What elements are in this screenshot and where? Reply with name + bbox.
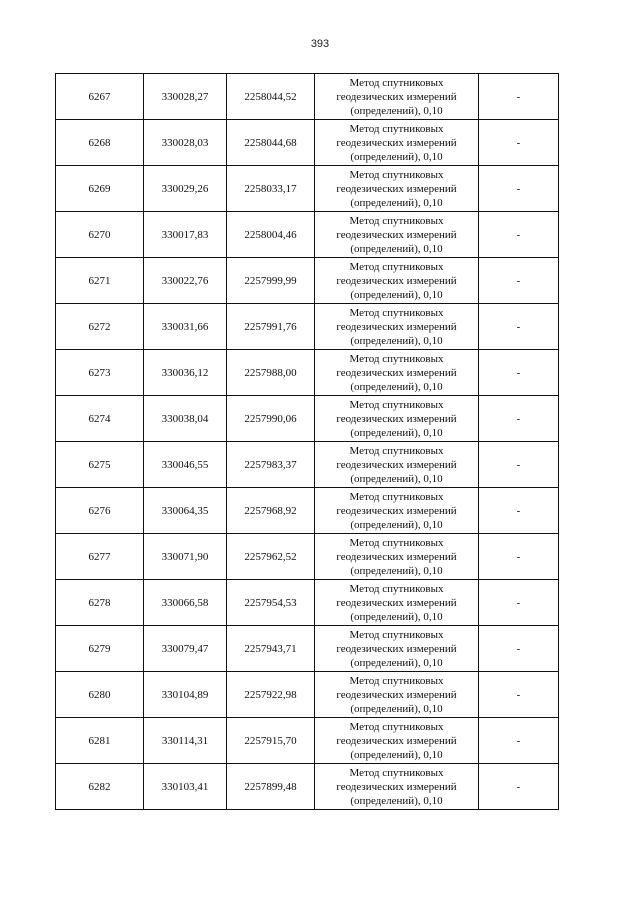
x-coordinate-cell: 330022,76 — [144, 258, 227, 304]
method-line: (определений), 0,10 — [350, 748, 443, 761]
method-line: геодезических измерений — [336, 228, 457, 241]
description-cell: - — [479, 580, 559, 626]
y-coordinate-cell: 2257991,76 — [227, 304, 315, 350]
method-cell — [315, 534, 479, 580]
method-cell — [315, 580, 479, 626]
point-number-cell: 6276 — [56, 488, 144, 534]
y-coordinate-cell: 2258044,68 — [227, 120, 315, 166]
method-line: геодезических измерений — [336, 642, 457, 655]
table-row — [56, 166, 559, 212]
y-coordinate-cell: 2257943,71 — [227, 626, 315, 672]
method-line: Метод спутниковых — [349, 306, 444, 319]
x-coordinate-cell: 330036,12 — [144, 350, 227, 396]
method-line: Метод спутниковых — [349, 766, 444, 779]
method-cell — [315, 396, 479, 442]
description-cell: - — [479, 74, 559, 120]
method-line: геодезических измерений — [336, 136, 457, 149]
method-line: геодезических измерений — [336, 458, 457, 471]
x-coordinate-cell: 330079,47 — [144, 626, 227, 672]
method-line: (определений), 0,10 — [350, 104, 443, 117]
method-line: Метод спутниковых — [349, 720, 444, 733]
point-number-cell: 6279 — [56, 626, 144, 672]
point-number-cell: 6273 — [56, 350, 144, 396]
x-coordinate-cell: 330031,66 — [144, 304, 227, 350]
method-line: (определений), 0,10 — [350, 380, 443, 393]
x-coordinate-cell: 330028,27 — [144, 74, 227, 120]
point-number-cell: 6278 — [56, 580, 144, 626]
method-line: геодезических измерений — [336, 90, 457, 103]
y-coordinate-cell: 2257988,00 — [227, 350, 315, 396]
x-coordinate-cell: 330038,04 — [144, 396, 227, 442]
method-line: Метод спутниковых — [349, 260, 444, 273]
coordinates-table — [55, 73, 559, 810]
table-row — [56, 258, 559, 304]
method-line: Метод спутниковых — [349, 398, 444, 411]
table-row — [56, 120, 559, 166]
method-line: Метод спутниковых — [349, 490, 444, 503]
method-line: Метод спутниковых — [349, 674, 444, 687]
description-cell: - — [479, 212, 559, 258]
method-cell — [315, 74, 479, 120]
method-line: Метод спутниковых — [349, 214, 444, 227]
y-coordinate-cell: 2257915,70 — [227, 718, 315, 764]
method-line: геодезических измерений — [336, 320, 457, 333]
x-coordinate-cell: 330104,89 — [144, 672, 227, 718]
description-cell: - — [479, 626, 559, 672]
x-coordinate-cell: 330017,83 — [144, 212, 227, 258]
table-row — [56, 626, 559, 672]
method-cell — [315, 304, 479, 350]
description-cell: - — [479, 764, 559, 810]
description-cell: - — [479, 120, 559, 166]
method-line: (определений), 0,10 — [350, 564, 443, 577]
point-number-cell: 6270 — [56, 212, 144, 258]
method-line: (определений), 0,10 — [350, 242, 443, 255]
y-coordinate-cell: 2257962,52 — [227, 534, 315, 580]
y-coordinate-cell: 2257954,53 — [227, 580, 315, 626]
description-cell: - — [479, 166, 559, 212]
x-coordinate-cell: 330028,03 — [144, 120, 227, 166]
table-row — [56, 580, 559, 626]
page-number: 393 — [310, 38, 330, 50]
point-number-cell: 6269 — [56, 166, 144, 212]
table-row — [56, 764, 559, 810]
y-coordinate-cell: 2257922,98 — [227, 672, 315, 718]
method-line: геодезических измерений — [336, 688, 457, 701]
point-number-cell: 6282 — [56, 764, 144, 810]
point-number-cell: 6268 — [56, 120, 144, 166]
y-coordinate-cell: 2257899,48 — [227, 764, 315, 810]
method-cell — [315, 442, 479, 488]
method-line: Метод спутниковых — [349, 76, 444, 89]
table-row — [56, 396, 559, 442]
y-coordinate-cell: 2258044,52 — [227, 74, 315, 120]
method-line: геодезических измерений — [336, 550, 457, 563]
method-line: геодезических измерений — [336, 504, 457, 517]
method-line: (определений), 0,10 — [350, 288, 443, 301]
method-cell — [315, 212, 479, 258]
point-number-cell: 6271 — [56, 258, 144, 304]
method-line: геодезических измерений — [336, 412, 457, 425]
description-cell: - — [479, 304, 559, 350]
method-line: Метод спутниковых — [349, 582, 444, 595]
method-line: Метод спутниковых — [349, 168, 444, 181]
table-row — [56, 672, 559, 718]
point-number-cell: 6280 — [56, 672, 144, 718]
method-cell — [315, 120, 479, 166]
method-line: (определений), 0,10 — [350, 196, 443, 209]
method-cell — [315, 166, 479, 212]
method-line: геодезических измерений — [336, 366, 457, 379]
y-coordinate-cell: 2257983,37 — [227, 442, 315, 488]
method-line: геодезических измерений — [336, 780, 457, 793]
method-line: (определений), 0,10 — [350, 702, 443, 715]
description-cell: - — [479, 672, 559, 718]
table-row — [56, 212, 559, 258]
method-line: (определений), 0,10 — [350, 472, 443, 485]
point-number-cell: 6275 — [56, 442, 144, 488]
method-line: Метод спутниковых — [349, 122, 444, 135]
x-coordinate-cell: 330066,58 — [144, 580, 227, 626]
x-coordinate-cell: 330103,41 — [144, 764, 227, 810]
method-line: геодезических измерений — [336, 734, 457, 747]
y-coordinate-cell: 2258004,46 — [227, 212, 315, 258]
method-line: (определений), 0,10 — [350, 794, 443, 807]
table-row — [56, 488, 559, 534]
y-coordinate-cell: 2257990,06 — [227, 396, 315, 442]
y-coordinate-cell: 2258033,17 — [227, 166, 315, 212]
method-line: (определений), 0,10 — [350, 518, 443, 531]
method-line: (определений), 0,10 — [350, 150, 443, 163]
description-cell: - — [479, 534, 559, 580]
table-row — [56, 74, 559, 120]
method-cell — [315, 718, 479, 764]
table-body — [56, 74, 559, 810]
method-line: (определений), 0,10 — [350, 426, 443, 439]
method-cell — [315, 672, 479, 718]
method-line: геодезических измерений — [336, 274, 457, 287]
x-coordinate-cell: 330029,26 — [144, 166, 227, 212]
point-number-cell: 6272 — [56, 304, 144, 350]
method-line: геодезических измерений — [336, 182, 457, 195]
point-number-cell: 6277 — [56, 534, 144, 580]
x-coordinate-cell: 330071,90 — [144, 534, 227, 580]
method-line: Метод спутниковых — [349, 628, 444, 641]
method-cell — [315, 764, 479, 810]
x-coordinate-cell: 330114,31 — [144, 718, 227, 764]
description-cell: - — [479, 488, 559, 534]
table-row — [56, 718, 559, 764]
table-row — [56, 442, 559, 488]
method-cell — [315, 488, 479, 534]
method-cell — [315, 350, 479, 396]
method-cell — [315, 258, 479, 304]
x-coordinate-cell: 330064,35 — [144, 488, 227, 534]
method-line: Метод спутниковых — [349, 536, 444, 549]
point-number-cell: 6267 — [56, 74, 144, 120]
description-cell: - — [479, 396, 559, 442]
table-row — [56, 304, 559, 350]
method-line: Метод спутниковых — [349, 444, 444, 457]
y-coordinate-cell: 2257968,92 — [227, 488, 315, 534]
method-line: Метод спутниковых — [349, 352, 444, 365]
table-row — [56, 350, 559, 396]
method-line: (определений), 0,10 — [350, 610, 443, 623]
method-line: геодезических измерений — [336, 596, 457, 609]
description-cell: - — [479, 442, 559, 488]
method-line: (определений), 0,10 — [350, 334, 443, 347]
method-cell — [315, 626, 479, 672]
point-number-cell: 6274 — [56, 396, 144, 442]
description-cell: - — [479, 258, 559, 304]
table-row — [56, 534, 559, 580]
method-line: (определений), 0,10 — [350, 656, 443, 669]
description-cell: - — [479, 718, 559, 764]
point-number-cell: 6281 — [56, 718, 144, 764]
y-coordinate-cell: 2257999,99 — [227, 258, 315, 304]
description-cell: - — [479, 350, 559, 396]
x-coordinate-cell: 330046,55 — [144, 442, 227, 488]
